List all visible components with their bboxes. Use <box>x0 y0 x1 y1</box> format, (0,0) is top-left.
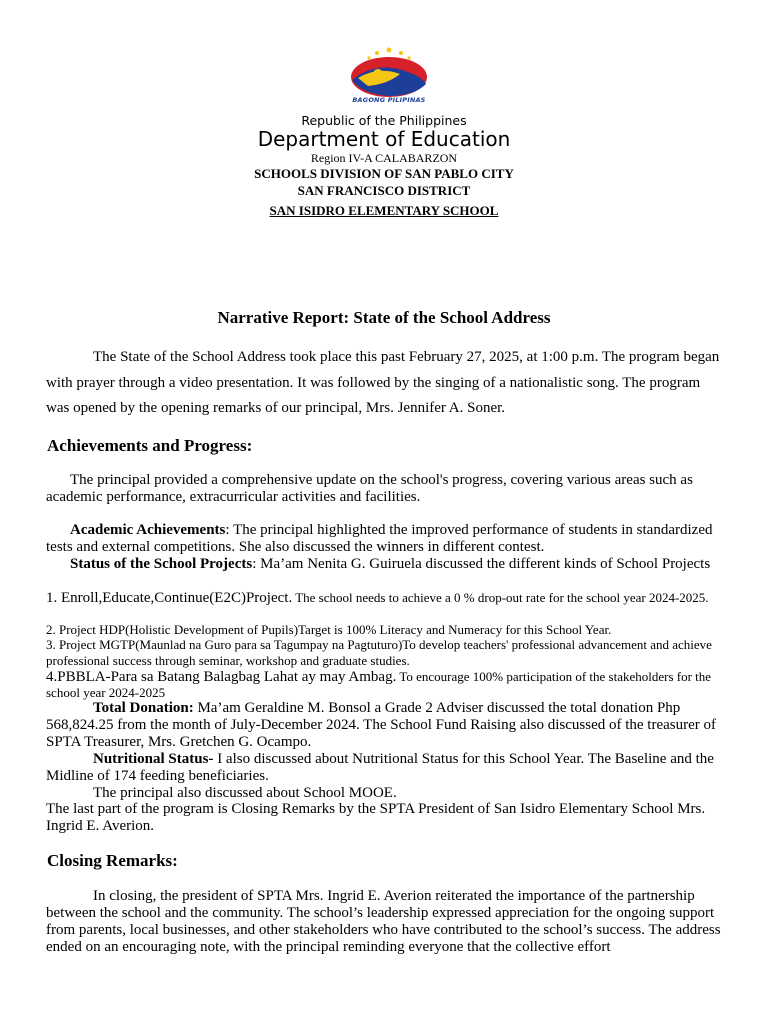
department-name: Department of Education <box>257 127 511 151</box>
project-4-name: 4.PBBLA-Para sa Batang Balagbag Lahat ay may Ambag. <box>46 669 397 685</box>
academic-paragraph <box>46 522 722 556</box>
project-item-4 <box>46 669 722 701</box>
school-name: SAN ISIDRO ELEMENTARY SCHOOL <box>269 203 499 218</box>
projects-paragraph <box>46 556 722 573</box>
project-1-name: 1. Enroll,Educate,Continue(E2C)Project. <box>46 590 293 606</box>
mooe-line: The principal also discussed about School MOOE. <box>93 785 397 801</box>
intro-paragraph: The State of the School Address took place this past February 27, 2025, at 1:00 p.m. The program began with prayer through a video presentation. It was followed by the singing of a nationalistic song. The program was opened by the opening remarks of our principal, Mrs. Jennifer A. Soner. <box>46 349 720 416</box>
academic-text: : The principal highlighted the improved performance of students in standardized tests and external competitions. She also discussed the winners in different contest. <box>46 522 713 555</box>
nutrition-text: I also discussed about Nutritional Status for this School Year. The Baseline and the Midline of 174 feeding beneficiaries. <box>46 751 714 784</box>
donation-text: Ma’am Geraldine M. Bonsol a Grade 2 Adviser discussed the total donation Php 568,824.25 from the month of July-December 2024. The School Fund Raising also discussed of the treasurer of SPTA Treasurer, Mrs. Gretchen G. Ocampo. <box>46 700 717 750</box>
closing-heading: Closing Remarks: <box>47 851 178 870</box>
academic-label: Academic Achievements <box>70 522 226 538</box>
nutrition-label: Nutritional Status- <box>93 751 214 767</box>
donation-label: Total Donation: <box>93 700 194 716</box>
project-1-desc: The school needs to achieve a 0 % drop-out rate for the school year 2024-2025. <box>292 590 709 605</box>
progress-paragraph: The principal provided a comprehensive update on the school's progress, covering various areas such as academic performance, extracurricular activities and facilities. <box>46 472 693 505</box>
projects-text: : Ma’am Nenita G. Guiruela discussed the different kinds of School Projects <box>252 556 711 572</box>
district-line: SAN FRANCISCO DISTRICT <box>297 183 471 198</box>
region-line: Region IV-A CALABARZON <box>310 151 458 165</box>
project-4-desc: To encourage 100% participation of the stakeholders for the school year 2024-2025 <box>46 669 712 700</box>
document-title: Narrative Report: State of the School Address <box>217 308 551 327</box>
project-item-3: 3. Project MGTP(Maunlad na Guro para sa Tagumpay na Pagtuturo)To develop teachers' professional advancement and achieve professional success through seminar, workshop and graduate studies. <box>46 637 712 668</box>
project-item-2: 2. Project HDP(Holistic Development of Pupils)Target is 100% Literacy and Numeracy for this School Year. <box>46 622 612 637</box>
projects-label: Status of the School Projects <box>70 556 253 572</box>
achievements-heading: Achievements and Progress: <box>47 436 253 455</box>
donation-paragraph <box>46 700 722 751</box>
last-part-paragraph: The last part of the program is Closing Remarks by the SPTA President of San Isidro Elementary School Mrs. Ingrid E. Averion. <box>46 801 706 834</box>
bagong-pilipinas-logo <box>344 44 434 106</box>
nutrition-paragraph <box>46 751 722 785</box>
republic-line: Republic of the Philippines <box>301 113 467 128</box>
logo-text: BAGONG PILIPINAS <box>352 96 426 104</box>
closing-paragraph: In closing, the president of SPTA Mrs. Ingrid E. Averion reiterated the importance of the partnership between the school and the community. The school’s leadership expressed appreciation for the ongoing support from parents, local businesses, and other stakeholders who have contributed to the school’s success. The address ended on an encouraging note, with the principal reminding everyone that the collective effort <box>46 888 721 955</box>
division-line: SCHOOLS DIVISION OF SAN PABLO CITY <box>254 166 514 181</box>
project-item-1 <box>46 590 722 606</box>
